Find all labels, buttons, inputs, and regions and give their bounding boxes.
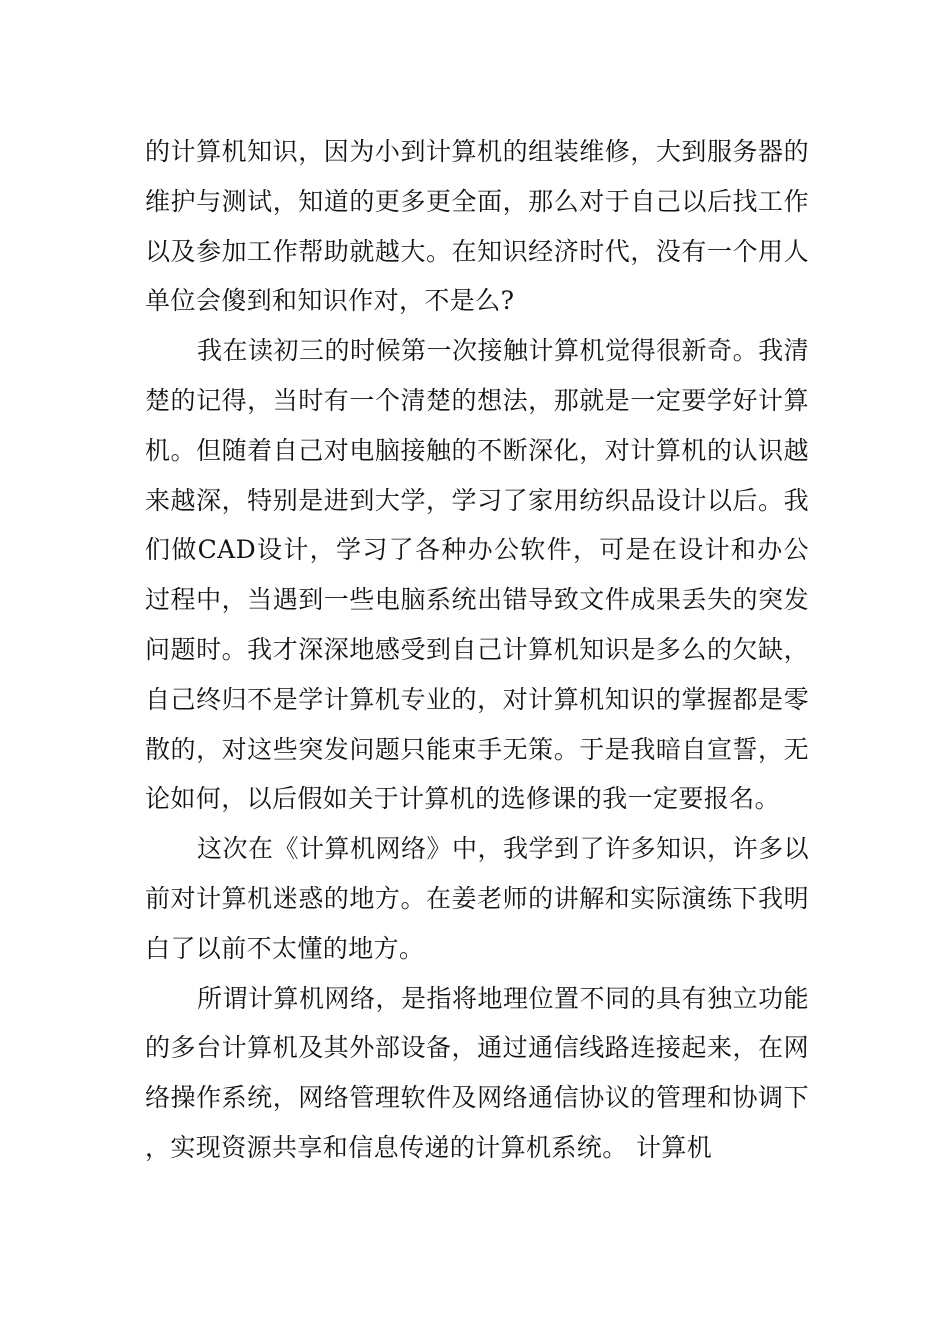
document-body (145, 127, 809, 1173)
paragraph-2: 我在读初三的时候第一次接触计算机觉得很新奇。我清楚的记得，当时有一个清楚的想法，那就是一定要学好计算机。但随着自己对电脑接触的不断深化，对计算机的认识越来越深，特别是进到大学，学习了家用纺织品设计以后。我们做CAD设计，学习了各种办公软件，可是在设计和办公过程中，当遇到一些电脑系统出错导致文件成果丢失的突发问题时。我才深深地感受到自己计算机知识是多么的欠缺，自己终归不是学计算机专业的，对计算机知识的掌握都是零散的，对这些突发问题只能束手无策。于是我暗自宣誓，无论如何，以后假如关于计算机的选修课的我一定要报名。 (145, 336, 809, 814)
paragraph-3: 这次在《计算机网络》中，我学到了许多知识，许多以前对计算机迷惑的地方。在姜老师的讲解和实际演练下我明白了以前不太懂的地方。 (145, 834, 809, 963)
paragraph-1: 的计算机知识，因为小到计算机的组装维修，大到服务器的维护与测试，知道的更多更全面，那么对于自己以后找工作以及参加工作帮助就越大。在知识经济时代，没有一个用人单位会傻到和知识作对，不是么? (145, 137, 809, 316)
paragraph-4: 所谓计算机网络，是指将地理位置不同的具有独立功能的多台计算机及其外部设备，通过通信线路连接起来，在网络操作系统，网络管理软件及网络通信协议的管理和协调下，实现资源共享和信息传递的计算机系统。 计算机 (145, 983, 809, 1162)
